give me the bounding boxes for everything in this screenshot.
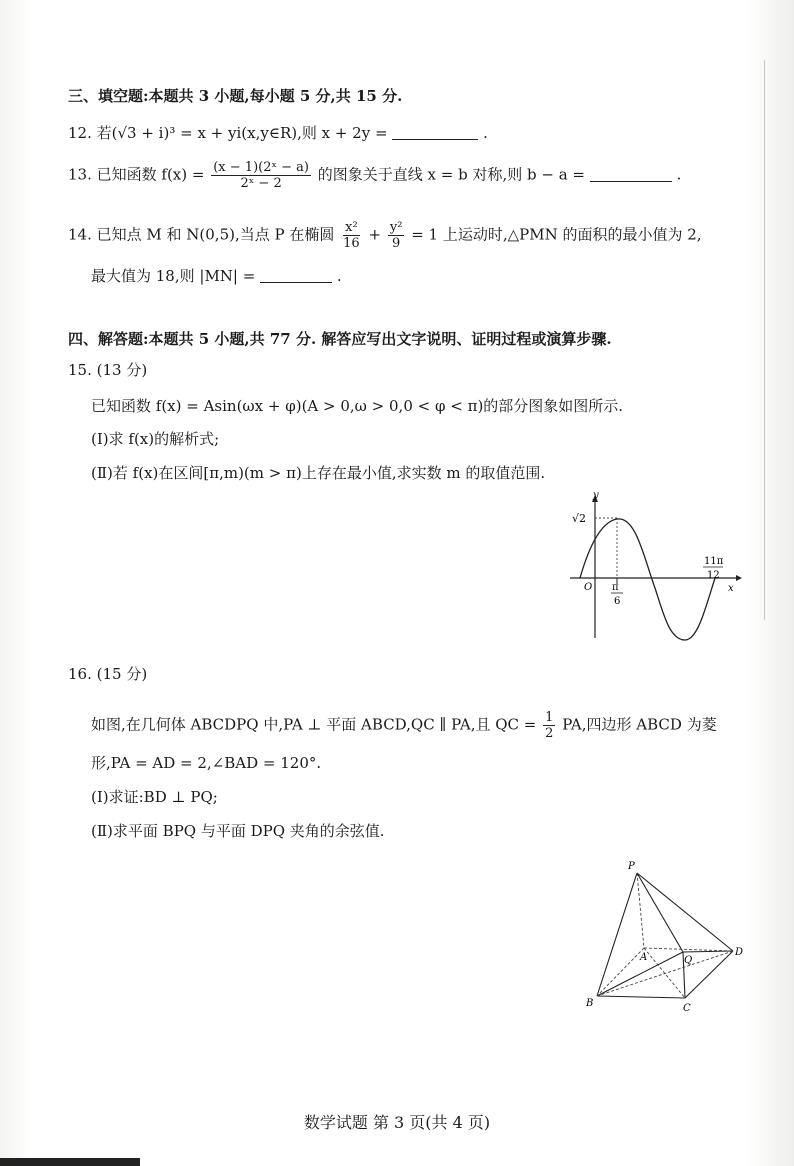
scan-edge-mark [0,1158,140,1166]
sine-curve [580,519,715,640]
vertex-Q-label: Q [684,955,693,966]
section-4-title: 四、解答题:本题共 5 小题,共 77 分. 解答应写出文字说明、证明过程或演算步骤. [68,330,612,348]
vertex-D-label: D [735,947,744,958]
page-fold-line [764,60,765,620]
section-3-title: 三、填空题:本题共 3 小题,每小题 5 分,共 15 分. [68,87,403,105]
question-14-fraction-x [341,220,362,251]
solid-figure [578,856,748,1016]
edge-BC [597,996,685,998]
sine-graph-figure [560,488,750,648]
question-13-denominator: 2ˣ − 2 [240,176,282,191]
question-13-fraction [211,160,311,191]
half-numerator: 1 [545,710,554,725]
half-fraction [543,710,555,741]
question-15-stem: 已知函数 f(x) = Asin(ωx + φ)(A > 0,ω > 0,0 < φ < π)的部分图象如图所示. [91,397,624,415]
question-12-answer-blank[interactable] [392,125,478,140]
question-15-part-1: (Ⅰ)求 f(x)的解析式; [91,430,220,448]
fraction-y-denominator: 9 [391,236,401,251]
vertex-P-label: P [628,861,635,872]
question-14-line-2-text: 最大值为 18,则 |MN| = [91,267,256,285]
fraction-x-numerator: x² [345,220,358,235]
question-16-stem-a: 如图,在几何体 ABCDPQ 中,PA ⊥ 平面 ABCD,QC ∥ PA,且 QC = [91,715,537,734]
question-13-suffix: 的图象关于直线 x = b 对称,则 b − a = [317,165,585,184]
edge-AD-hidden [644,948,733,951]
question-12 [68,123,488,143]
question-16-part-2: (Ⅱ)求平面 BPQ 与平面 DPQ 夹角的余弦值. [91,822,385,840]
question-13-end: . [676,165,682,184]
tick-1-denominator: 6 [614,596,621,607]
question-14-prefix: 14. 已知点 M 和 N(0,5),当点 P 在椭圆 [68,225,335,244]
page-footer: 数学试题 第 3 页(共 4 页) [303,1113,491,1132]
question-12-end: . [483,124,488,142]
edge-PB [597,873,637,996]
origin-label: O [584,582,593,593]
x-axis-label: x [728,583,734,594]
question-16-header: 16. (15 分) [68,665,148,683]
diagonal-BD-hidden [597,951,733,996]
edge-AB-hidden [597,948,644,996]
question-13-prefix: 13. 已知函数 f(x) = [68,165,205,184]
question-16-stem-line-1 [91,710,717,741]
question-13-answer-blank[interactable] [590,167,672,182]
edge-PQ [637,873,683,952]
question-16-part-1: (Ⅰ)求证:BD ⊥ PQ; [91,788,218,806]
question-16-stem-b: PA,四边形 ABCD 为菱 [562,715,717,734]
peak-value-label: √2 [572,512,587,525]
question-14-answer-blank[interactable] [260,268,332,283]
tick-2-denominator: 12 [707,570,720,581]
tick-1-numerator: π [612,582,619,593]
plus-sign: + [368,225,382,244]
question-12-text: 12. 若(√3 + i)³ = x + yi(x,y∈R),则 x + 2y = [68,124,388,142]
vertex-B-label: B [586,998,594,1009]
question-13 [68,160,681,191]
fraction-x-denominator: 16 [343,236,360,251]
question-15-part-2: (Ⅱ)若 f(x)在区间[π,m)(m > π)上存在最小值,求实数 m 的取值范围. [91,464,546,482]
question-14-fraction-y [388,220,405,251]
half-denominator: 2 [545,726,554,741]
question-15-header: 15. (13 分) [68,361,148,379]
tick-2-numerator: 11π [704,556,724,567]
vertex-A-label: A [640,952,648,963]
question-14-line-2 [91,266,342,286]
x-axis-arrow-icon [736,575,742,581]
fraction-y-numerator: y² [389,220,403,235]
question-14-suffix: = 1 上运动时,△PMN 的面积的最小值为 2, [411,225,702,244]
edge-PD [637,873,733,951]
y-axis-label: y [593,490,599,501]
question-14-end: . [336,267,342,285]
question-13-numerator: (x − 1)(2ˣ − a) [213,160,309,175]
vertex-C-label: C [683,1003,691,1014]
diagonal-AC-hidden [644,948,685,998]
question-16-stem-line-2: 形,PA = AD = 2,∠BAD = 120°. [91,754,322,772]
question-14-line-1 [68,220,702,251]
